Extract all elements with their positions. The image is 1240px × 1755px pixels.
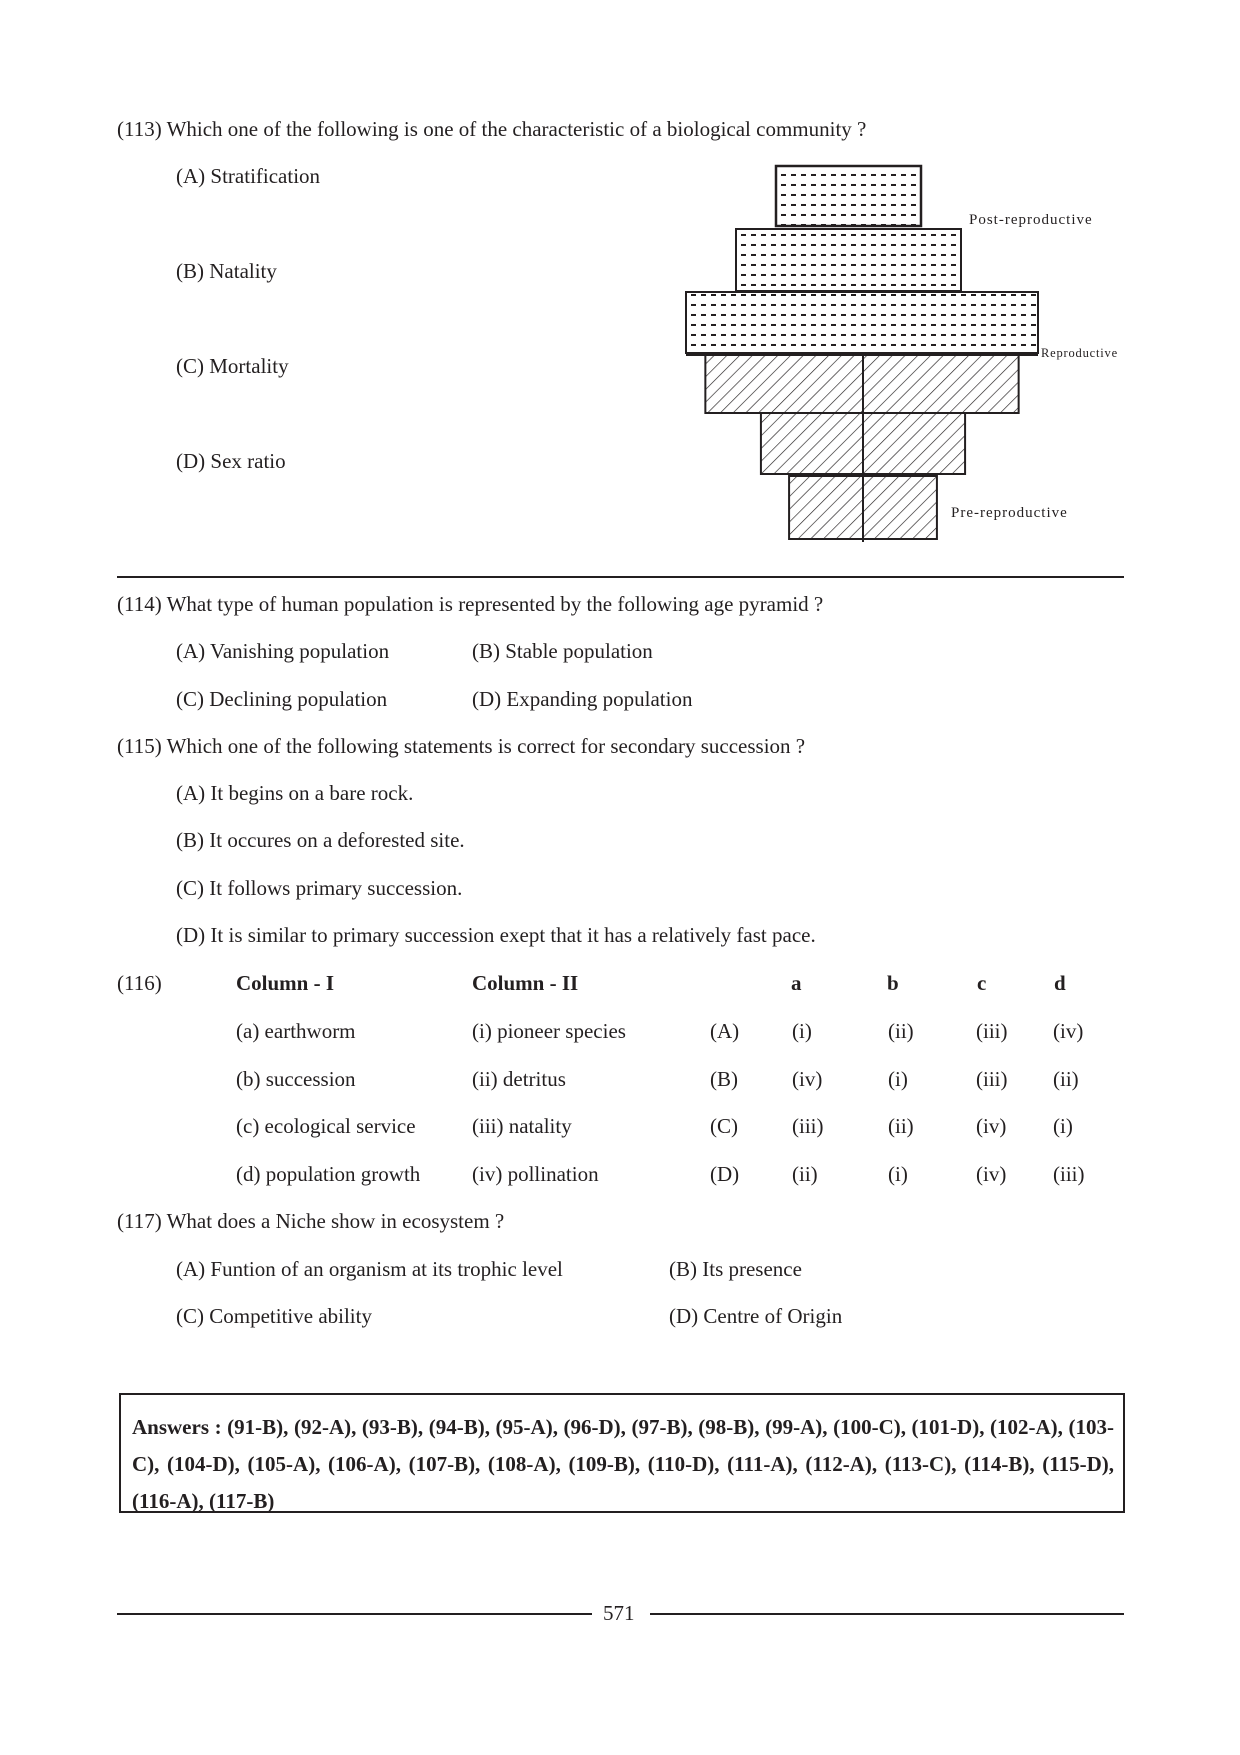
q113-option-d: (D) Sex ratio [176, 449, 286, 473]
q114-option-d: (D) Expanding population [472, 687, 693, 711]
q115-option-a: (A) It begins on a bare rock. [176, 781, 414, 805]
q114-option-c: (C) Declining population [176, 687, 388, 711]
q116-header-a: a [791, 971, 802, 995]
q116-row-1-col1: (a) earthworm [236, 1019, 356, 1043]
q116-row-1-option: (A) [710, 1019, 740, 1043]
q113-question: (113) Which one of the following is one of the characteristic of a biological community ? [117, 117, 867, 141]
q116-row-3-col1: (c) ecological service [236, 1114, 416, 1138]
q116-header-d: d [1054, 971, 1066, 995]
q116-row-2-a: (iv) [792, 1067, 823, 1091]
q113-option-a: (A) Stratification [176, 164, 321, 188]
q115-option-d: (D) It is similar to primary succession exept that it has a relatively fast pace. [176, 923, 816, 947]
pyramid-post-mid [736, 229, 961, 291]
q113-option-b: (B) Natality [176, 259, 277, 283]
q116-row-1-b: (ii) [888, 1019, 914, 1043]
footer-line-left [117, 1613, 592, 1615]
q116-row-1-col2: (i) pioneer species [472, 1019, 626, 1043]
q116-row-4-col1: (d) population growth [236, 1162, 421, 1186]
divider-line [117, 576, 1124, 578]
pyramid-reproductive-top [686, 292, 1038, 353]
q116-row-4-c: (iv) [976, 1162, 1007, 1186]
q116-row-3-col2: (iii) natality [472, 1114, 572, 1138]
q116-row-2-c: (iii) [976, 1067, 1008, 1091]
q114-option-a: (A) Vanishing population [176, 639, 390, 663]
answers-box [119, 1393, 1125, 1513]
q116-number: (116) [117, 971, 162, 995]
q116-header-c: c [977, 971, 987, 995]
label-reproductive: Reproductive [1041, 346, 1118, 360]
q116-row-3-a: (iii) [792, 1114, 824, 1138]
q117-option-b: (B) Its presence [669, 1257, 802, 1281]
q116-row-3-option: (C) [710, 1114, 738, 1138]
q116-column-2-header: Column - II [472, 971, 579, 995]
q116-row-2-col2: (ii) detritus [472, 1067, 566, 1091]
q116-row-2-option: (B) [710, 1067, 738, 1091]
q116-row-3-c: (iv) [976, 1114, 1007, 1138]
q116-column-1-header: Column - I [236, 971, 335, 995]
q116-row-3-b: (ii) [888, 1114, 914, 1138]
q115-option-b: (B) It occures on a deforested site. [176, 828, 465, 852]
q116-header-b: b [887, 971, 899, 995]
footer-line-right [650, 1613, 1124, 1615]
q114-option-b: (B) Stable population [472, 639, 653, 663]
q116-row-4-d: (iii) [1053, 1162, 1085, 1186]
q116-row-4-a: (ii) [792, 1162, 818, 1186]
q116-row-2-b: (i) [888, 1067, 908, 1091]
page-number: 571 [603, 1601, 635, 1625]
label-pre-reproductive: Pre-reproductive [951, 505, 1068, 521]
q116-row-2-d: (ii) [1053, 1067, 1079, 1091]
q115-question: (115) Which one of the following statements is correct for secondary succession ? [117, 734, 806, 758]
q116-row-4-option: (D) [710, 1162, 740, 1186]
q116-row-4-b: (i) [888, 1162, 908, 1186]
q116-row-1-c: (iii) [976, 1019, 1008, 1043]
q116-row-1-d: (iv) [1053, 1019, 1084, 1043]
q116-row-1-a: (i) [792, 1019, 812, 1043]
q117-option-c: (C) Competitive ability [176, 1304, 372, 1328]
answers-text: Answers : (91-B), (92-A), (93-B), (94-B), (95-A), (96-D), (97-B), (98-B), (99-A), (100-C), (101-D), (102-A), (103-C), (104-D), (105-A), (106-A), (107-B), (108-A), (109-B), (110-D), (111-A), (112-A), (113-C), (114-B), (115-D), (116-A), (117-B) [132, 1415, 1114, 1513]
q113-option-c: (C) Mortality [176, 354, 289, 378]
q116-row-4-col2: (iv) pollination [472, 1162, 599, 1186]
q114-question: (114) What type of human population is represented by the following age pyramid ? [117, 592, 824, 616]
q115-option-c: (C) It follows primary succession. [176, 876, 463, 900]
q117-question: (117) What does a Niche show in ecosystem ? [117, 1209, 505, 1233]
q117-option-a: (A) Funtion of an organism at its trophic level [176, 1257, 563, 1281]
label-post-reproductive: Post-reproductive [969, 212, 1093, 228]
pyramid-post-top [776, 166, 921, 226]
q117-option-d: (D) Centre of Origin [669, 1304, 843, 1328]
q116-row-2-col1: (b) succession [236, 1067, 356, 1091]
age-pyramid-diagram [680, 160, 1130, 550]
q116-row-3-d: (i) [1053, 1114, 1073, 1138]
